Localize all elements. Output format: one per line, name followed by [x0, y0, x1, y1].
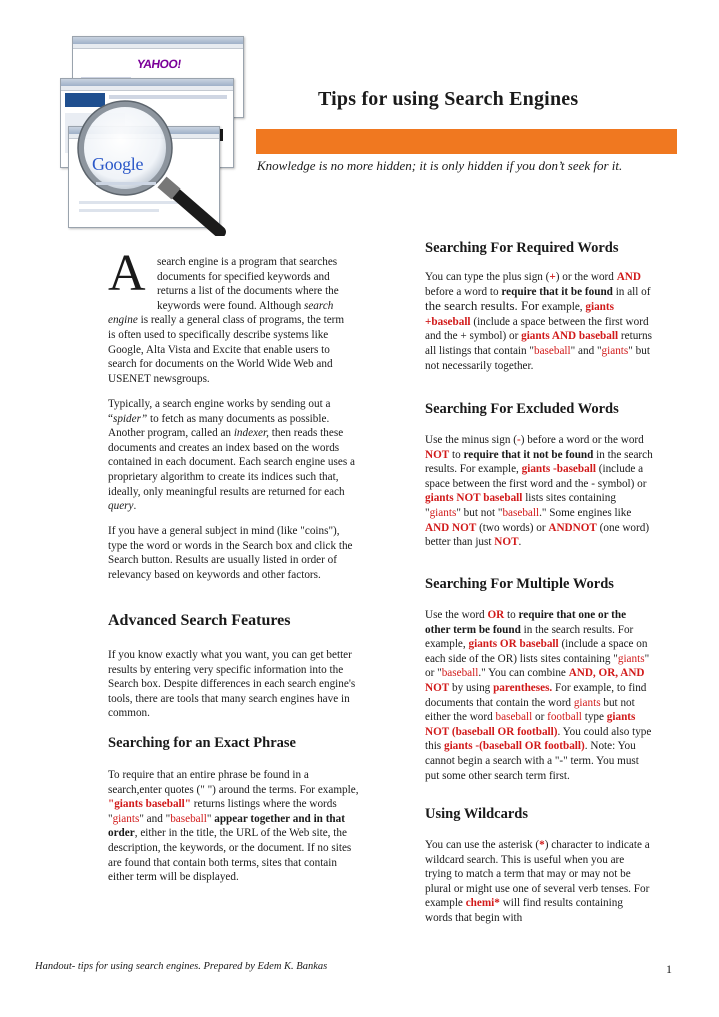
- required-words-paragraph: You can type the plus sign (+) or the word AND before a word to require that it be found in all of the search results. For example, giants +baseball (include a space between the first word and the + symbol) or giants AND baseball returns all listings that contain "baseball" and "giants" but not necessarily together.: [425, 271, 652, 372]
- accent-bar: [256, 129, 677, 154]
- intro-paragraph-3: If you have a general subject in mind (like "coins"), type the word or words in the Search box and click the Search button. Results are usually listed in order of relevancy based on keywords and other factors.: [108, 525, 353, 581]
- footer-note: Handout- tips for using search engines. Prepared by Edem K. Bankas: [35, 961, 328, 972]
- wildcards-paragraph: You can use the asterisk (*) character to indicate a wildcard search. This is useful when you are trying to match a term that may or may not be plural or might use one of several verb tenses. For example chemi* will find results containing words that begin with: [425, 839, 650, 924]
- exact-phrase-paragraph: To require that an entire phrase be found in a search,enter quotes (" ") around the terms. For example, "giants baseball" returns listings where the words "giants" and "baseball" appear together and in that order, either in the title, the URL of the Web site, the description, the keywords, or the document. If no sites are found that contain both terms, sites that contain either term will be displayed.: [108, 769, 359, 884]
- heading-advanced-search: Advanced Search Features: [108, 612, 291, 629]
- excluded-words-paragraph: Use the minus sign (-) before a word or the word NOT to require that it not be found in the search results. For example, giants -baseball (include a space between the first word and the - symbol) or giants NOT baseball lists sites containing "giants" but not "baseball." Some engines like AND NOT (two words) or ANDNOT (one word) better than just NOT.: [425, 434, 653, 549]
- multiple-words-paragraph: Use the word OR to require that one or the other term be found in the search results. For example, giants OR baseball (include a space on each side of the OR) lists sites containing "giants" or "baseball." You can combine AND, OR, AND NOT by using parentheses. For example, to find documents that contain the word giants but not either the word baseball or football type giants NOT (baseball OR football). You could also type this giants -(baseball OR football). Note: You cannot begin a search with a "-" term. You must put some other search term first.: [425, 609, 652, 782]
- google-logo: Google: [92, 154, 144, 174]
- hero-illustration: [52, 36, 252, 236]
- page-number: 1: [666, 962, 672, 976]
- heading-required-words: Searching For Required Words: [425, 240, 619, 256]
- advanced-paragraph: If you know exactly what you want, you can get better results by entering very specific information into the Search box. Despite differences in each search engine's tools, there are tools that many search engines have in common.: [108, 649, 356, 720]
- page-title: Tips for using Search Engines: [318, 88, 579, 110]
- intro-paragraph-2: Typically, a search engine works by sending out a “spider” to fetch as many documents as possible. Another program, called an indexer, then reads these documents and creates an index based on the words contained in each document. Each search engine uses a proprietary algorithm to create its indices such that, ideally, only meaningful results are returned for each query.: [108, 398, 355, 513]
- heading-wildcards: Using Wildcards: [425, 806, 529, 822]
- intro-paragraph-1: search engine is a program that searches documents for specified keywords and returns a list of the documents where the keywords were found. Although search engine is really a general class of programs, the term is often used to specifically describe systems like Google, Alta Vista and Excite that enable users to search for documents on the World Wide Web and USENET newsgroups.: [108, 256, 345, 385]
- heading-excluded-words: Searching For Excluded Words: [425, 401, 619, 417]
- yahoo-logo: YAHOO!: [136, 57, 182, 71]
- magnifying-glass-icon: [52, 36, 252, 236]
- quote: Knowledge is no more hidden; it is only hidden if you don’t seek for it.: [257, 158, 623, 173]
- heading-exact-phrase: Searching for an Exact Phrase: [108, 735, 296, 751]
- drop-cap: A: [108, 245, 146, 302]
- heading-multiple-words: Searching For Multiple Words: [425, 576, 614, 592]
